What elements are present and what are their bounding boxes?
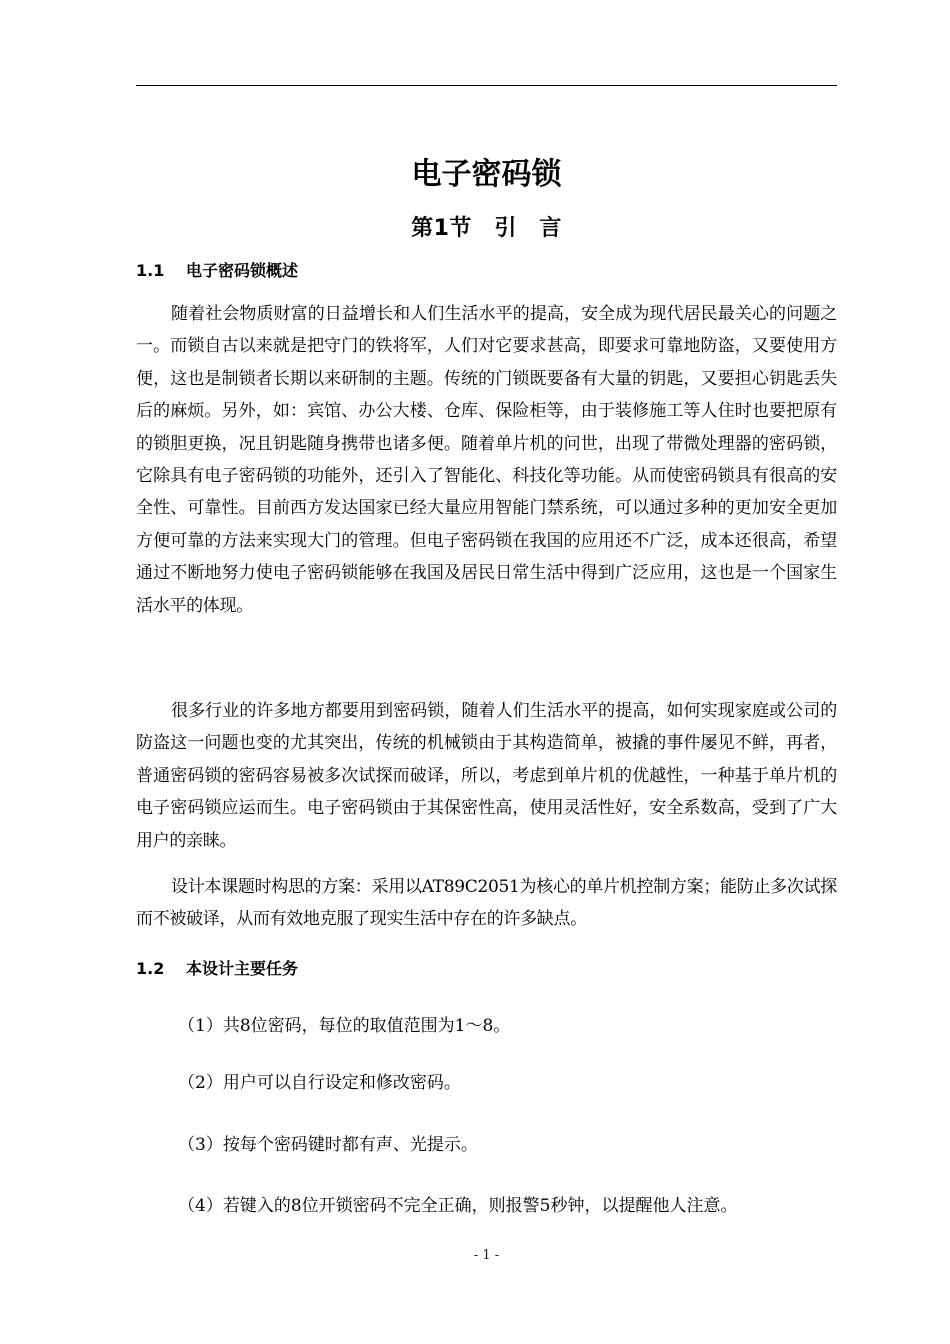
task-item-2: （2）用户可以自行设定和修改密码。 — [178, 1073, 461, 1093]
subsection-number: 1.1 — [136, 261, 165, 280]
subsection-heading-1-2 — [136, 957, 837, 981]
paragraph-industry: 很多行业的许多地方都要用到密码锁，随着人们生活水平的提高，如何实现家庭或公司的防盗这一问题也变的尤其突出，传统的机械锁由于其构造简单，被撬的事件屡见不鲜，再者，普通密码锁的密码容易被多次试探而破译，所以，考虑到单片机的优越性，一种基于单片机的电子密码锁应运而生。电子密码锁由于其保密性高，使用灵活性好，安全系数高，受到了广大用户的亲睐。 — [136, 701, 837, 851]
task-item-1: （1）共8位密码，每位的取值范围为1～8。 — [178, 1016, 511, 1036]
header-rule — [136, 85, 837, 86]
paragraph-overview: 随着社会物质财富的日益增长和人们生活水平的提高，安全成为现代居民最关心的问题之一。而锁自古以来就是把守门的铁将军，人们对它要求甚高，即要求可靠地防盗，又要使用方便，这也是制锁者长期以来研制的主题。传统的门锁既要备有大量的钥匙，又要担心钥匙丢失后的麻烦。另外，如：宾馆、办公大楼、仓库、保险柜等，由于装修施工等人住时也要把原有的锁胆更换，况且钥匙随身携带也诸多便。随着单片机的问世，出现了带微处理器的密码锁，它除具有电子密码锁的功能外，还引入了智能化、科技化等功能。从而使密码锁具有很高的安全性、可靠性。目前西方发达国家已经大量应用智能门禁系统，可以通过多种的更加安全更加方便可靠的方法来实现大门的管理。但电子密码锁在我国的应用还不广泛，成本还很高，希望通过不断地努力使电子密码锁能够在我国及居民日常生活中得到广泛应用，这也是一个国家生活水平的体现。 — [136, 304, 837, 616]
subsection-heading-1-1 — [136, 259, 837, 283]
subsection-number: 1.2 — [136, 959, 165, 978]
document-title: 电子密码锁 — [411, 157, 562, 192]
section-title: 第1节 引 言 — [411, 216, 562, 241]
page-number: - 1 - — [473, 1248, 500, 1263]
task-item-3: （3）按每个密码键时都有声、光提示。 — [178, 1135, 478, 1155]
paragraph-design-plan: 设计本课题时构思的方案：采用以AT89C2051为核心的单片机控制方案；能防止多次试探而不被破译，从而有效地克服了现实生活中存在的许多缺点。 — [136, 877, 837, 930]
task-item-4: （4）若键入的8位开锁密码不完全正确，则报警5秒钟，以提醒他人注意。 — [178, 1196, 738, 1216]
subsection-title: 本设计主要任务 — [186, 959, 299, 978]
subsection-title: 电子密码锁概述 — [186, 261, 299, 280]
